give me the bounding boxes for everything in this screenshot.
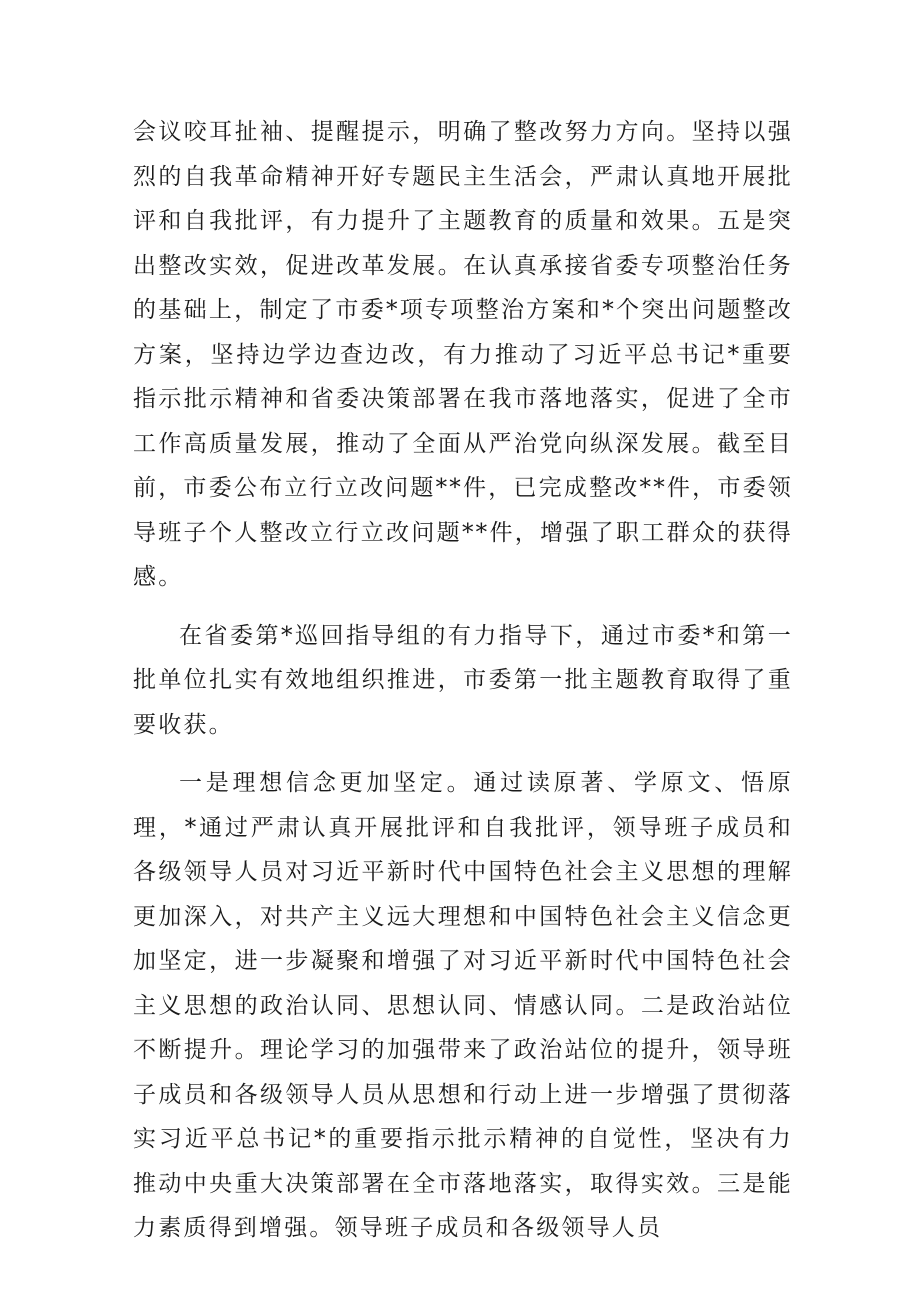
document-body (133, 110, 793, 1251)
paragraph-achievements: 一是理想信念更加坚定。通过读原著、学原文、悟原理，*通过严肃认真开展批评和自我批评，领导班子成员和各级领导人员对习近平新时代中国特色社会主义思想的理解更加深入，对共产主义远大理想和中国特色社会主义信念更加坚定，进一步凝聚和增强了对习近平新时代中国特色社会主义思想的政治认同、思想认同、情感认同。二是政治站位不断提升。理论学习的加强带来了政治站位的提升，领导班子成员和各级领导人员从思想和行动上进一步增强了贯彻落实习近平总书记*的重要指示批示精神的自觉性，坚决有力推动中央重大决策部署在全市落地落实，取得实效。三是能力素质得到增强。领导班子成员和各级领导人员 (133, 770, 793, 1241)
paragraph-rectification-results: 会议咬耳扯袖、提醒提示，明确了整改努力方向。坚持以强烈的自我革命精神开好专题民主生活会，严肃认真地开展批评和自我批评，有力提升了主题教育的质量和效果。五是突出整改实效，促进改革发展。在认真承接省委专项整治任务的基础上，制定了市委*项专项整治方案和*个突出问题整改方案，坚持边学边查边改，有力推动了习近平总书记*重要指示批示精神和省委决策部署在我市落地落实，促进了全市工作高质量发展，推动了全面从严治党向纵深发展。截至目前，市委公布立行立改问题**件，已完成整改**件，市委领导班子个人整改立行立改问题**件，增强了职工群众的获得感。 (133, 119, 793, 590)
paragraph-summary-intro: 在省委第*巡回指导组的有力指导下，通过市委*和第一批单位扎实有效地组织推进，市委第一批主题教育取得了重要收获。 (133, 622, 793, 738)
paragraph-gap (133, 600, 793, 614)
paragraph-gap (133, 747, 793, 761)
